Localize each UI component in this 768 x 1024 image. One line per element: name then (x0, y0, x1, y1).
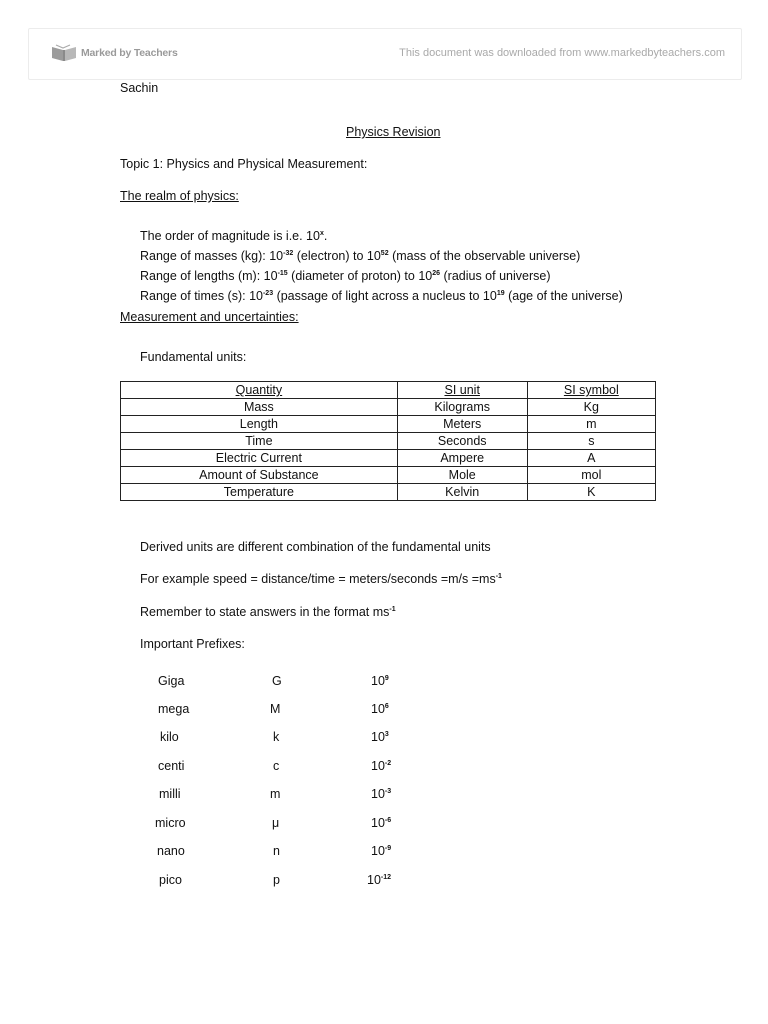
table-cell: mol (527, 467, 655, 484)
table-cell: Ampere (397, 450, 527, 467)
table-cell: m (527, 416, 655, 433)
section-heading-measurement: Measurement and uncertainties: (120, 310, 299, 324)
prefix-power: $10^{-12}$ (367, 873, 392, 887)
table-cell: Seconds (397, 433, 527, 450)
prefix-name: pico (159, 873, 182, 887)
prefix-symbol: μ (272, 816, 280, 830)
prefix-symbol: G (272, 674, 282, 688)
table-row (121, 399, 656, 416)
order-of-magnitude-line: The order of magnitude is i.e. 10$^x$. (140, 229, 328, 243)
range-lengths-line: Range of lengths (m): $10^{-15}$ (diameter of proton) to $10^{26}$ (radius of universe) (140, 269, 551, 283)
table-row (121, 416, 656, 433)
table-cell: Kilograms (397, 399, 527, 416)
table-cell: Meters (397, 416, 527, 433)
prefix-name: centi (158, 759, 185, 773)
table-cell: Kg (527, 399, 655, 416)
topic-heading: Topic 1: Physics and Physical Measurement: (120, 157, 368, 171)
range-times-line: Range of times (s): $10^{-23}$ (passage of light across a nucleus to $10^{19}$ (age of the universe) (140, 289, 623, 303)
author-name: Sachin (120, 81, 159, 95)
speed-example-text: For example speed = distance/time = meters/seconds $=m/s =ms^{-1}$ (140, 572, 502, 586)
fundamental-units-table (120, 381, 656, 501)
table-cell: Time (121, 433, 398, 450)
table-cell: K (527, 484, 655, 501)
table-cell: Kelvin (397, 484, 527, 501)
prefix-symbol: m (270, 787, 281, 801)
table-row (121, 467, 656, 484)
remember-format-text: Remember to state answers in the format $ms^{-1}$ (140, 605, 396, 619)
logo-text: Marked by Teachers (81, 47, 178, 59)
prefix-power: $10^{-3}$ (371, 787, 392, 801)
table-cell: Temperature (121, 484, 398, 501)
prefix-name: Giga (158, 674, 185, 688)
table-cell: Mole (397, 467, 527, 484)
list-item (0, 730, 768, 746)
table-cell: A (527, 450, 655, 467)
table-row (121, 484, 656, 501)
prefix-power: $10^{-6}$ (371, 816, 392, 830)
list-item (0, 759, 768, 775)
fundamental-units-label: Fundamental units: (140, 350, 247, 364)
list-item (0, 702, 768, 718)
prefix-symbol: p (273, 873, 280, 887)
prefix-power: $10^6$ (371, 702, 389, 716)
prefix-power: $10^{-9}$ (371, 844, 392, 858)
column-header: SI symbol (527, 382, 655, 399)
prefix-power: $10^{-2}$ (371, 759, 392, 773)
prefix-name: kilo (160, 730, 179, 744)
table-row (121, 433, 656, 450)
prefix-symbol: n (273, 844, 280, 858)
table-cell: Electric Current (121, 450, 398, 467)
table-header-row (121, 382, 656, 399)
important-prefixes-label: Important Prefixes: (140, 637, 245, 651)
derived-units-text: Derived units are different combination of the fundamental units (140, 540, 491, 554)
book-logo-icon (51, 44, 77, 62)
site-logo[interactable] (51, 44, 178, 62)
list-item (0, 816, 768, 832)
range-masses-line: Range of masses (kg): $10^{-32}$ (electron) to $10^{52}$ (mass of the observable universe) (140, 249, 581, 263)
table-cell: Mass (121, 399, 398, 416)
list-item (0, 787, 768, 803)
table-cell: Amount of Substance (121, 467, 398, 484)
column-header: SI unit (397, 382, 527, 399)
list-item (0, 844, 768, 860)
column-header: Quantity (121, 382, 398, 399)
list-item (0, 873, 768, 889)
prefix-symbol: M (270, 702, 281, 716)
list-item (0, 674, 768, 690)
prefix-power: $10^3$ (371, 730, 389, 744)
download-banner (28, 28, 742, 80)
prefix-name: micro (155, 816, 186, 830)
prefix-name: milli (159, 787, 181, 801)
page-title: Physics Revision (346, 125, 441, 139)
prefix-name: mega (158, 702, 190, 716)
prefix-symbol: c (273, 759, 280, 773)
table-row (121, 450, 656, 467)
prefix-power: $10^9$ (371, 674, 389, 688)
download-note: This document was downloaded from www.markedbyteachers.com (399, 47, 725, 59)
table-cell: Length (121, 416, 398, 433)
prefix-symbol: k (273, 730, 280, 744)
section-heading-realm: The realm of physics: (120, 189, 239, 203)
prefix-name: nano (157, 844, 185, 858)
table-cell: s (527, 433, 655, 450)
